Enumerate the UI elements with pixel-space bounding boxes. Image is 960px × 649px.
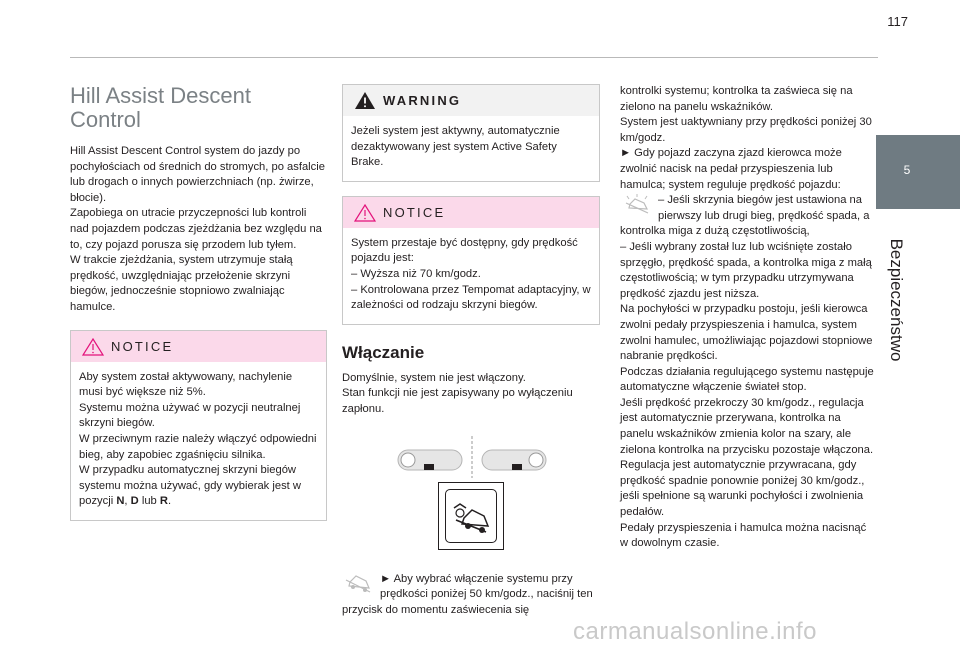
intro-text (70, 144, 327, 316)
chapter-number: 5 (903, 163, 911, 177)
paragraph: Jeśli prędkość przekroczy 30 km/godz., regulacja jest automatycznie przerywana, kontrolka na panelu wskaźników zmienia kolor na szary, ale zielona kontrolka na przycisku pozostaje włączona. (620, 396, 874, 456)
section-title: Hill Assist Descent Control (70, 83, 251, 132)
notice-label: NOTICE (111, 338, 174, 354)
activation-line: Domyślnie, system nie jest włączony. (342, 371, 526, 384)
notice-line: – Wyższa niż 70 km/godz. (351, 267, 481, 280)
paragraph: Regulacja jest automatycznie przywracana, gdy prędkość spadnie ponownie poniżej 30 km/godz., jeśli spełnione są warunki pochyłości i zwolnienia pedałów. (620, 459, 865, 519)
gear-position-n: N (116, 495, 125, 508)
gear-position-d: D (130, 495, 139, 508)
caution-triangle-icon (82, 338, 104, 356)
list-item (620, 193, 876, 240)
hill-descent-indicator-icon (342, 572, 376, 596)
intro-paragraph: W trakcie zjeżdżania, system utrzymuje stałą prędkość, uwzględniając przełożenie skrzyni biegów, jednocześnie stopniowo zwalniając hamulce. (70, 254, 293, 313)
separator: lub (138, 495, 160, 508)
caution-triangle-icon (354, 204, 376, 222)
paragraph: ► Gdy pojazd zaczyna zjazd kierowca może zwolnić nacisk na pedał przyspieszenia lub hamulca; system reguluje prędkość pojazdu: (620, 147, 842, 191)
notice-body (343, 228, 599, 324)
notice-box-2 (342, 196, 600, 325)
chapter-title (874, 220, 918, 380)
column-2 (342, 84, 600, 618)
notice-body (71, 362, 326, 520)
blinking-indicator-icon (620, 193, 654, 217)
notice-line: System przestaje być dostępny, gdy prędkość pojazdu jest: (351, 236, 578, 265)
warning-body: Jeżeli system jest aktywny, automatycznie dezaktywowany jest system Active Safety Brake. (351, 125, 560, 169)
watermark: carmanualsonline.info (573, 618, 817, 645)
activation-step (342, 572, 600, 619)
warning-label: WARNING (383, 93, 462, 108)
paragraph: kontrolki systemu; kontrolka ta zaświeca się na zielono na panelu wskaźników. (620, 85, 853, 113)
paragraph: Na pochyłości w przypadku postoju, jeśli kierowca zwolni pedały przyspieszenia i hamulca, system zwolni hamulec, umożliwiając pojazdowi stopniowe nabranie prędkości. (620, 303, 873, 363)
hill-descent-button[interactable] (438, 482, 504, 550)
chapter-tab[interactable] (876, 135, 960, 209)
separator: . (167, 495, 172, 508)
notice-line: Systemu można używać w pozycji neutralnej skrzyni biegów. (79, 401, 301, 430)
paragraph: System jest uaktywniany przy prędkości poniżej 30 km/godz. (620, 116, 872, 144)
warning-triangle-icon (354, 91, 376, 110)
notice-line-text: W przypadku automatycznej skrzyni biegów systemu można używać, gdy wybierak jest w pozycji (79, 464, 301, 508)
notice-label: NOTICE (383, 204, 446, 220)
dashboard-switches-icon (342, 428, 600, 488)
intro-paragraph: Hill Assist Descent Control system do jazdy po pochyłościach od średnich do stromych, po asfalcie lub drogach o innych powierzchniach (np. żwirze, błocie). (70, 145, 325, 204)
activation-heading: Włączanie (342, 342, 425, 362)
list-item-text: – Jeśli skrzynia biegów jest ustawiona na pierwszy lub drugi bieg, prędkość spada, a kontrolka miga z dużą częstotliwością, (620, 194, 870, 238)
separator: , (124, 495, 131, 508)
notice-line: – Kontrolowana przez Tempomat adaptacyjny, w zależności od rodzaju skrzyni biegów. (351, 283, 591, 312)
warning-box (342, 84, 600, 182)
notice-line: W przeciwnym razie należy włączyć odpowiedni bieg, aby zapobiec zgaśnięciu silnika. (79, 432, 317, 461)
list-item: – Jeśli wybrany został luz lub wciśnięte zostało sprzęgło, prędkość spada, a kontrolka miga z małą częstotliwością; w tym przypadku utrzymywana prędkość zjazdu jest niższa. (620, 240, 872, 300)
button-face (445, 489, 497, 543)
header-rule (70, 57, 878, 58)
warning-header (343, 85, 599, 116)
notice-box-1 (70, 330, 327, 521)
activation-line: Stan funkcji nie jest zapisywany po wyłączeniu zapłonu. (342, 387, 573, 415)
page-number: 117 (887, 14, 908, 29)
activation-step-text: ► Aby wybrać włączenie systemu przy prędkości poniżej 50 km/godz., naciśnij ten przycisk do momentu zaświecenia się (342, 572, 593, 616)
activation-text (342, 371, 600, 418)
notice-line (79, 463, 318, 510)
control-illustration (342, 428, 600, 568)
gear-position-r: R (159, 495, 168, 508)
paragraph: Podczas działania regulującego systemu następuje automatyczne włączenie świateł stop. (620, 365, 874, 394)
column-3 (620, 84, 876, 552)
hill-descent-car-icon (446, 490, 496, 542)
intro-paragraph: Zapobiega on utracie przyczepności lub kontroli nad pojazdem podczas zjeżdżania bez względu na to, czy pojazd porusza się przodem lub tyłem. (70, 207, 322, 251)
chapter-title-text: Bezpieczeństwo (887, 238, 906, 362)
notice-header (71, 331, 326, 362)
notice-line: Aby system został aktywowany, nachylenie musi być większe niż 5%. (79, 370, 293, 399)
paragraph: Pedały przyspieszenia i hamulca można nacisnąć w dowolnym czasie. (620, 521, 867, 550)
column-1 (70, 84, 327, 521)
notice-header (343, 197, 599, 228)
